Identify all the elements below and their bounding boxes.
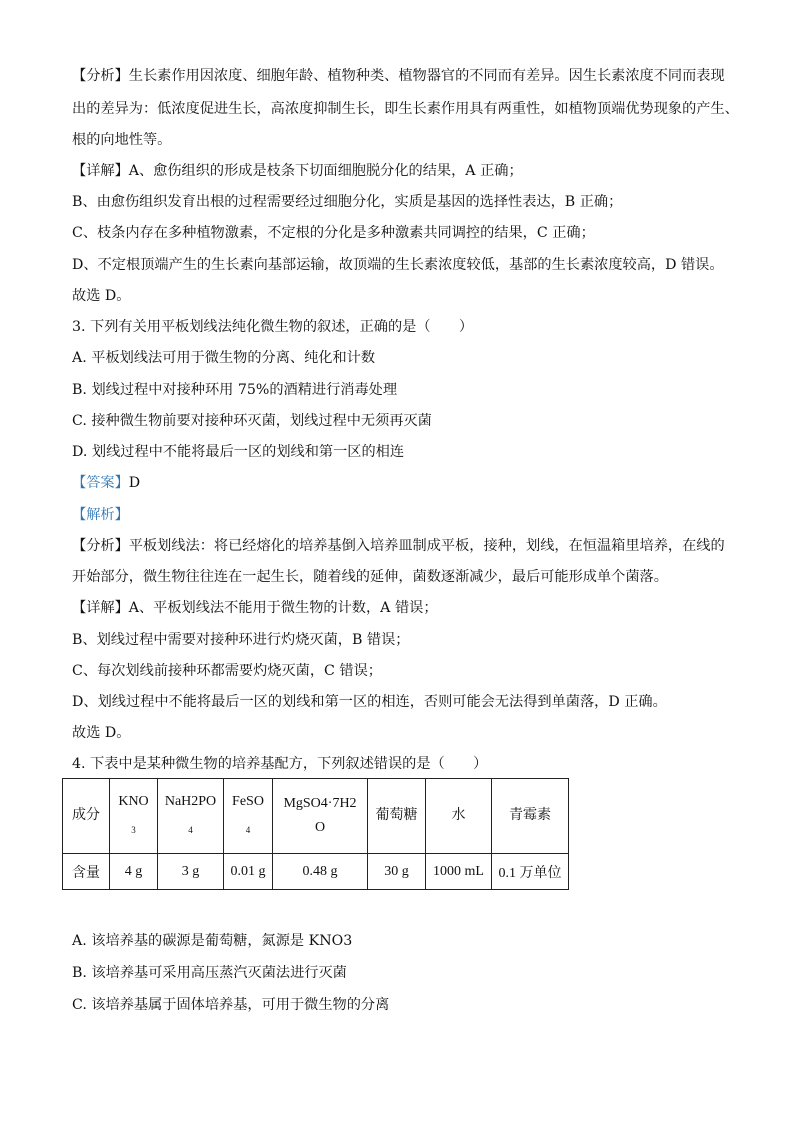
question-4-option-a: A. 该培养基的碳源是葡萄糖，氮源是 KNO3 [72,933,353,949]
detail-line: D、划线过程中不能将最后一区的划线和第一区的相连，否则可能会无法得到单菌落，D 正确。 [72,694,667,710]
detail-line: 【详解】A、愈伤组织的形成是枝条下切面细胞脱分化的结果，A 正确； [72,163,523,179]
answer-label: 【答案】 [72,475,129,491]
analysis-paragraph: 【分析】生长素作用因浓度、细胞年龄、植物种类、植物器官的不同而有差异。因生长素浓度不同而表现 [72,68,725,84]
detail-line: B、由愈伤组织发育出根的过程需要经过细胞分化，实质是基因的选择性表达，B 正确； [72,194,623,210]
row-header-cell: 含量 [63,854,110,890]
explanation-label: 【解析】 [72,507,129,523]
conclusion-line: 故选 D。 [72,725,131,741]
conclusion-line: 故选 D。 [72,288,131,304]
component-name: KNO [118,794,149,810]
question-3-option-b: B. 划线过程中对接种环用 75%的酒精进行消毒处理 [72,382,398,398]
component-cell [224,779,273,854]
question-4-option-c: C. 该培养基属于固体培养基，可用于微生物的分离 [72,997,390,1013]
component-cell: 水 [426,779,492,854]
detail-line: C、每次划线前接种环都需要灼烧灭菌，C 错误； [72,663,382,679]
component-cell [158,779,224,854]
table-row [63,779,569,854]
detail-line: B、划线过程中需要对接种环进行灼烧灭菌，B 错误； [72,632,410,648]
analysis-paragraph: 根的向地性等。 [72,132,172,148]
question-3-stem: 3. 下列有关用平板划线法纯化微生物的叙述，正确的是（ ） [72,319,474,335]
amount-cell: 4 g [110,854,158,890]
detail-line: 【详解】A、平板划线法不能用于微生物的计数，A 错误； [72,600,438,616]
answer-line [72,473,140,493]
amount-cell: 0.01 g [224,854,273,890]
amount-cell: 0.48 g [273,854,368,890]
component-cell [110,779,158,854]
amount-cell: 1000 mL [426,854,492,890]
analysis-paragraph: 开始部分，微生物往往连在一起生长，随着线的延伸，菌数逐渐减少，最后可能形成单个菌落。 [72,569,668,585]
component-name: FeSO [232,794,264,810]
question-3-option-c: C. 接种微生物前要对接种环灭菌，划线过程中无须再灭菌 [72,413,432,429]
row-header-cell: 成分 [63,779,110,854]
component-name: NaH2PO [164,794,217,810]
question-4-stem: 4. 下表中是某种微生物的培养基配方，下列叙述错误的是（ ） [72,756,488,772]
analysis-paragraph: 出的差异为：低浓度促进生长，高浓度抑制生长，即生长素作用具有两重性，如植物顶端优势现象的产生、 [72,101,739,117]
component-subscript: 4 [188,824,193,835]
component-subscript: 3 [131,824,136,835]
detail-line: C、枝条内存在多种植物激素，不定根的分化是多种激素共同调控的结果，C 正确； [72,225,595,241]
amount-cell: 0.1 万单位 [492,854,569,890]
component-subscript: 4 [245,824,251,835]
component-cell: 葡萄糖 [368,779,426,854]
question-3-option-a: A. 平板划线法可用于微生物的分离、纯化和计数 [72,350,376,366]
amount-cell: 30 g [368,854,426,890]
analysis-paragraph: 【分析】平板划线法：将已经熔化的培养基倒入培养皿制成平板，接种，划线，在恒温箱里培养，在线的 [72,538,725,554]
detail-line: D、不定根顶端产生的生长素向基部运输，故顶端的生长素浓度较低，基部的生长素浓度较高，D 错误。 [72,257,724,273]
answer-value: D [128,475,141,491]
amount-cell: 3 g [158,854,224,890]
table-row [63,854,569,890]
component-name: MgSO4·7H2 [283,796,357,811]
component-subscript: O [314,820,326,835]
culture-medium-table [62,778,569,890]
component-cell: 青霉素 [492,779,569,854]
question-4-option-b: B. 该培养基可采用高压蒸汽灭菌法进行灭菌 [72,965,347,981]
question-3-option-d: D. 划线过程中不能将最后一区的划线和第一区的相连 [72,444,405,460]
component-cell [273,779,368,854]
